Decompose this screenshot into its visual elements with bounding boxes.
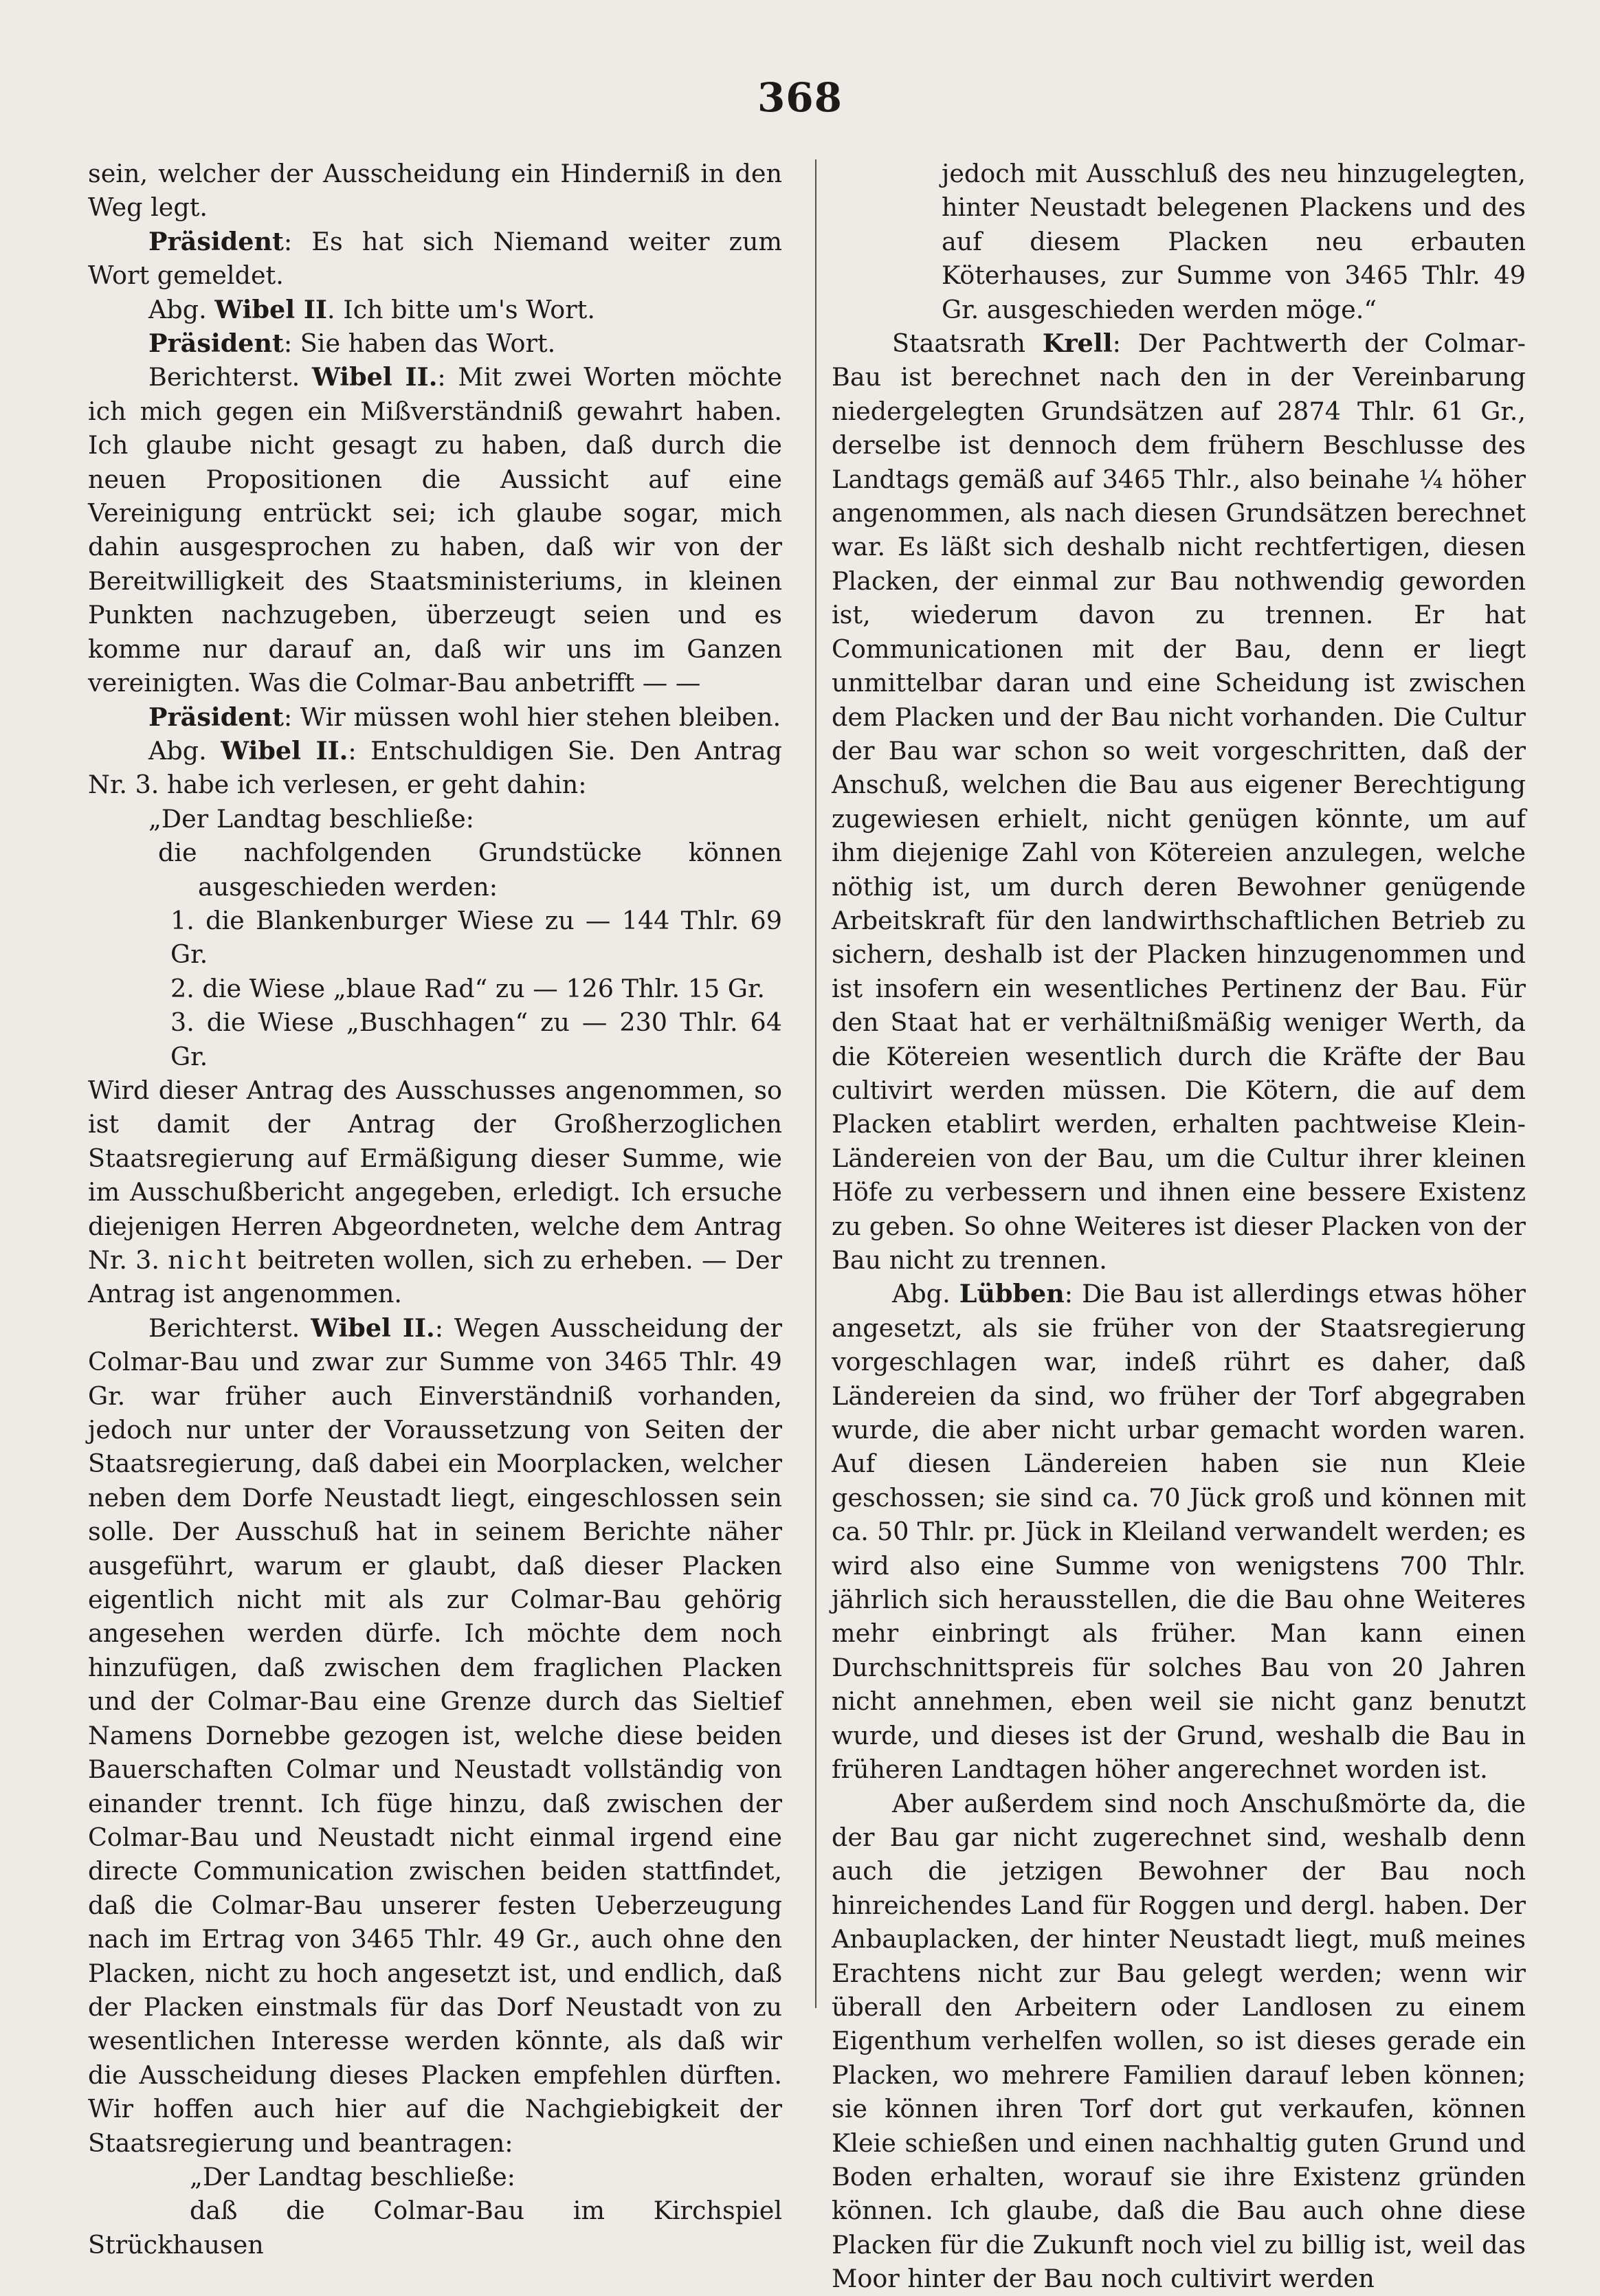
speaker-name: Wibel II.: [221, 735, 348, 766]
speaker-name: Präsident: [148, 226, 284, 256]
speech-text: : Es hat sich Niemand weiter zum Wort gemeldet.: [88, 226, 782, 291]
speech-text: : Entschuldigen Sie. Den Antrag Nr. 3. habe ich verlesen, er geht dahin:: [88, 735, 783, 800]
speech-text: : Wir müssen wohl hier stehen bleiben.: [283, 702, 781, 732]
speaker-name: Präsident: [148, 702, 284, 732]
speaker-title: Abg.: [892, 1279, 959, 1309]
speaker-name: Wibel II.: [311, 1313, 435, 1343]
paragraph: sein, welcher der Ausscheidung ein Hinderniß in den Weg legt.: [88, 159, 782, 223]
quoted-motion-heading: „Der Landtag beschließe:: [148, 803, 474, 834]
speaker-name: Wibel II.: [311, 362, 438, 392]
speaker-title: Berichterst.: [148, 362, 312, 392]
speaker-name: Präsident: [148, 328, 284, 359]
speech-text: . Ich bitte um's Wort.: [326, 294, 595, 324]
speech-paragraph: [88, 360, 782, 700]
motion-list-item: 1. die Blankenburger Wiese zu — 144 Thlr. 69 Gr.: [170, 905, 782, 970]
speech-paragraph: [88, 734, 782, 802]
motion-list-item: 3. die Wiese „Buschhagen“ zu — 230 Thlr. 64 Gr.: [170, 1007, 782, 1071]
left-column: [88, 157, 782, 2262]
speaker-title: Abg.: [148, 294, 215, 324]
speech-text: : Die Bau ist allerdings etwas höher angesetzt, als sie früher von der Staatsregierung vorgeschlagen war, indeß rührt es daher, daß Ländereien da sind, wo früher der Torf abgegraben wurde, die aber nicht urbar gemacht worden waren. Auf diesen Ländereien haben sie nun Kleie geschossen; sie sind ca. 70 Jück groß und können mit ca. 50 Thlr. pr. Jück in Kleiland verwandelt werden; es wird also eine Summe von wenigstens 700 Thlr. jährlich sich herausstellen, die die Bau ohne Weiteres mehr einbringt als früher. Man kann einen Durchschnittspreis für solches Bau von 20 Jahren nicht annehmen, eben weil sie nicht ganz benutzt wurde, und dieses ist der Grund, weshalb die Bau in früheren Landtagen höher angerechnet worden ist.: [832, 1279, 1526, 1785]
motion-list-item: 2. die Wiese „blaue Rad“ zu — 126 Thlr. 15 Gr.: [170, 973, 766, 1003]
speech-paragraph: [832, 326, 1526, 1277]
page-number: 368: [757, 74, 843, 121]
quoted-motion-heading: „Der Landtag beschließe:: [190, 2161, 515, 2192]
speech-paragraph: [88, 293, 782, 326]
speech-paragraph: [88, 1311, 782, 2160]
speaker-title: Abg.: [148, 735, 221, 766]
emphasized-word: nicht: [168, 1245, 250, 1275]
quoted-motion-text: jedoch mit Ausschluß des neu hinzugelegten, hinter Neustadt belegenen Plackens und des auf diesem Placken neu erbauten Köterhauses, zur Summe von 3465 Thlr. 49 Gr. ausgeschieden werden möge.“: [942, 159, 1526, 324]
column-divider: [815, 159, 816, 2008]
speech-text: : Der Pachtwerth der Colmar-Bau ist berechnet nach den in der Vereinbarung niedergelegten Grundsätzen auf 2874 Thlr. 61 Gr., derselbe ist dennoch dem frühern Beschlusse des Landtags gemäß auf 3465 Thlr., also beinahe ¼ höher angenommen, als nach diesen Grundsätzen berechnet war. Es läßt sich deshalb nicht rechtfertigen, diesen Placken, der einmal zur Bau nothwendig geworden ist, wiederum davon zu trennen. Er hat Communicationen mit der Bau, denn er liegt unmittelbar daran und eine Scheidung ist zwischen dem Placken und der Bau nicht vorhanden. Die Cultur der Bau war schon so weit vorgeschritten, daß der Anschuß, welchen die Bau aus eigener Berechtigung zugewiesen erhielt, nicht genügen könnte, um auf ihm diejenige Zahl von Kötereien anzulegen, welche nöthig ist, um durch deren Bewohner genügende Arbeitskraft für den landwirthschaftlichen Betrieb zu sichern, deshalb ist der Placken hinzugenommen und ist insofern ein wesentliches Pertinenz der Bau. Für den Staat hat er verhältnißmäßig weniger Werth, da die Kötereien wesentlich durch die Kräfte der Bau cultivirt werden müssen. Die Kötern, die auf dem Placken etablirt werden, erhalten pachtweise Klein-Ländereien von der Bau, um die Cultur ihrer kleinen Höfe zu verbessern und ihnen eine bessere Existenz zu geben. So ohne Weiteres ist dieser Placken von der Bau nicht zu trennen.: [832, 328, 1526, 1275]
paragraph: [88, 1073, 782, 1311]
speaker-name: Wibel II: [214, 294, 327, 324]
speech-paragraph: [88, 326, 782, 360]
speaker-name: Lübben: [959, 1279, 1065, 1309]
speaker-title: Berichterst.: [148, 1313, 311, 1343]
speech-text: : Wegen Ausscheidung der Colmar-Bau und zwar zur Summe von 3465 Thlr. 49 Gr. war früher auch Einverständniß vorhanden, jedoch nur unter der Voraussetzung von Seiten der Staatsregierung, daß dabei ein Moorplacken, welcher neben dem Dorfe Neustadt liegt, eingeschlossen sein solle. Der Ausschuß hat in seinem Berichte näher ausgeführt, warum er glaubt, daß dieser Placken eigentlich nicht mit als zur Colmar-Bau gehörig angesehen werden dürfe. Ich möchte dem noch hinzufügen, daß zwischen dem fraglichen Placken und der Colmar-Bau eine Grenze durch das Sieltief Namens Dornebbe gezogen ist, welche diese beiden Bauerschaften Colmar und Neustadt vollständig von einander trennt. Ich füge hinzu, daß zwischen der Colmar-Bau und Neustadt nicht einmal irgend eine directe Communication zwischen beiden stattfindet, daß die Colmar-Bau unserer festen Ueberzeugung nach im Ertrag von 3465 Thlr. 49 Gr., auch ohne den Placken, nicht zu hoch angesetzt ist, und endlich, daß der Placken einstmals für das Dorf Neustadt von zu wesentlichen Interesse werden könnte, als daß wir die Ausscheidung dieses Placken empfehlen dürften. Wir hoffen auch hier auf die Nachgiebigkeit der Staatsregierung und beantragen:: [88, 1313, 782, 2158]
paragraph-text: Wird dieser Antrag des Ausschusses angenommen, so ist damit der Antrag der Großherzoglichen Staatsregierung auf Ermäßigung dieser Summe, wie im Ausschußbericht angegeben, erledigt. Ich ersuche diejenigen Herren Abgeordneten, welche dem Antrag Nr. 3.: [88, 1075, 782, 1275]
speech-paragraph: [832, 1277, 1526, 1786]
speech-paragraph: [88, 700, 782, 734]
speaker-title: Staatsrath: [892, 328, 1043, 359]
quoted-motion-text: daß die Colmar-Bau im Kirchspiel Strückhausen: [88, 2196, 782, 2260]
speech-text: : Mit zwei Worten möchte ich mich gegen ein Mißverständniß gewahrt haben. Ich glaube nicht gesagt zu haben, daß durch die neuen Propositionen die Aussicht auf eine Vereinigung entrückt sei; ich glaube sogar, mich dahin ausgesprochen zu haben, daß wir von der Bereitwilligkeit des Staatsministeriums, in kleinen Punkten nachzugeben, überzeugt seien und es komme nur darauf an, daß wir uns im Ganzen vereinigten. Was die Colmar-Bau anbetrifft — —: [88, 362, 782, 698]
paragraph: Aber außerdem sind noch Anschußmörte da, die der Bau gar nicht zugerechnet sind, weshalb denn auch die jetzigen Bewohner der Bau noch hinreichendes Land für Roggen und dergl. haben. Der Anbauplacken, der hinter Neustadt liegt, muß meines Erachtens nicht zur Bau gelegt werden; wenn wir überall den Arbeitern oder Landlosen zu einem Eigenthum verhelfen wollen, so ist dieses gerade ein Placken, wo mehrere Familien darauf leben können; sie können ihren Torf dort gut verkaufen, können Kleie schießen und einen nachhaltig guten Grund und Boden erhalten, worauf sie ihre Existenz gründen können. Ich glaube, daß die Bau auch ohne diese Placken für die Zukunft noch viel zu billig ist, weil das Moor hinter der Bau noch cultivirt werden: [832, 1788, 1526, 2294]
paragraph-text: beitreten wollen, sich zu erheben. — Der Antrag ist angenommen.: [88, 1245, 782, 1309]
speech-paragraph: [88, 225, 782, 293]
speaker-name: Krell: [1042, 328, 1113, 359]
quoted-motion-text: die nachfolgenden Grundstücke können ausgeschieden werden:: [158, 838, 782, 902]
right-column: [832, 157, 1526, 2296]
speech-text: : Sie haben das Wort.: [283, 328, 556, 359]
